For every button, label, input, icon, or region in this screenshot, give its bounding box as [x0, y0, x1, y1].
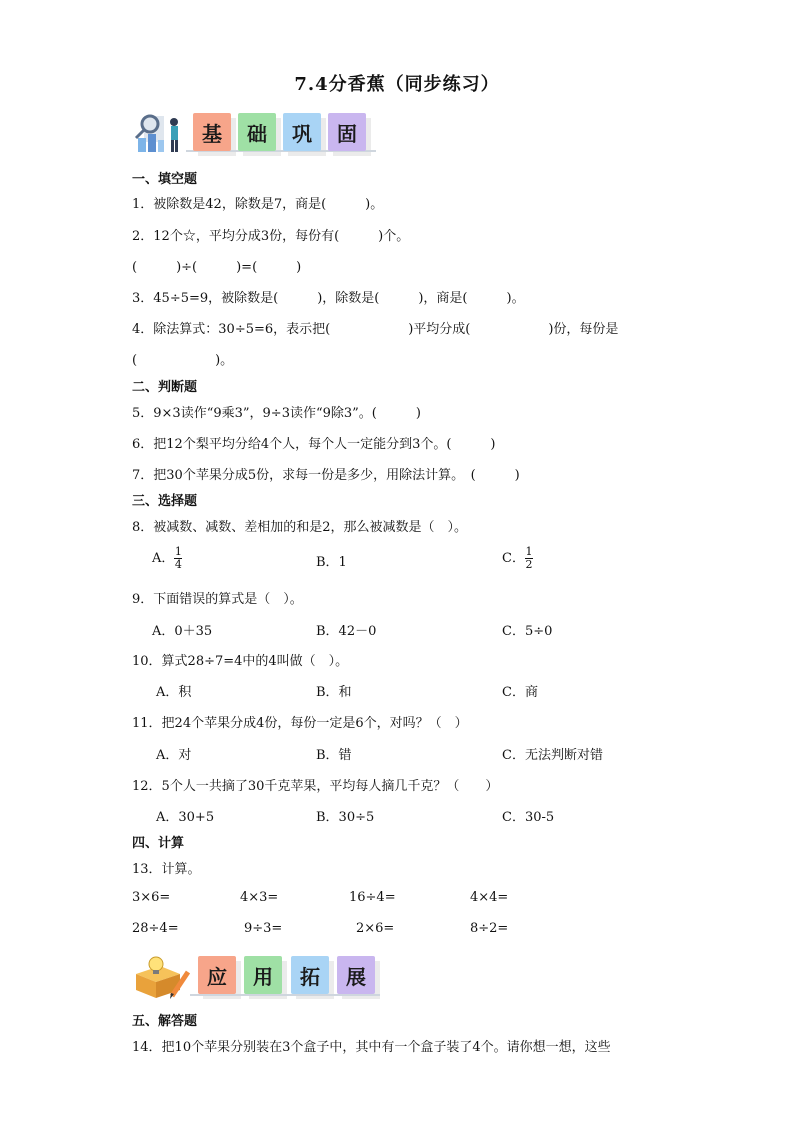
question-2: 2．12个☆，平均分成3份，每份有( )个。 [132, 229, 410, 244]
question-4-cont: ( )。 [132, 353, 234, 368]
calc-item: 8÷2= [470, 921, 509, 936]
section-fill-blank: 一、填空题 [132, 172, 198, 187]
q11-option-a: A．对 [156, 748, 192, 763]
question-6: 6．把12个梨平均分给4个人，每个人一定能分到3个。( ) [132, 437, 496, 452]
question-10: 10．算式28÷7=4中的4叫做（ ）。 [132, 654, 349, 669]
question-7: 7．把30个苹果分成5份，求每一份是多少，用除法计算。 ( ) [132, 468, 520, 483]
calc-item: 2×6= [356, 921, 395, 936]
question-14: 14．把10个苹果分别装在3个盒子中，其中有一个盒子装了4个。请你想一想，这些 [132, 1040, 611, 1055]
question-4: 4．除法算式：30÷5=6，表示把( )平均分成( )份，每份是 [132, 322, 619, 337]
question-11: 11．把24个苹果分成4份，每份一定是6个，对吗？（ ） [132, 716, 468, 731]
calc-item: 28÷4= [132, 921, 179, 936]
banner2-char-4: 展 [337, 956, 375, 994]
question-2-formula: ( )÷( )=( ) [132, 260, 302, 275]
q10-option-c: C．商 [502, 685, 538, 700]
question-8: 8．被减数、减数、差相加的和是2，那么被减数是（ ）。 [132, 520, 468, 535]
section-judge: 二、判断题 [132, 380, 198, 395]
q9-option-c: C．5÷0 [502, 624, 553, 639]
magnifier-person-icon [130, 108, 186, 156]
q8-option-a: A． $\frac{1}{4}$ [152, 545, 182, 571]
q8-option-b: B．1 [316, 555, 347, 570]
calc-item: 4×3= [240, 890, 279, 905]
question-9: 9．下面错误的算式是（ ）。 [132, 592, 303, 607]
q9-option-b: B．42－0 [316, 624, 377, 639]
q11-option-c: C．无法判断对错 [502, 748, 603, 763]
calc-item: 9÷3= [244, 921, 283, 936]
banner1-char-1: 基 [193, 113, 231, 151]
banner1-char-3: 巩 [283, 113, 321, 151]
banner2-char-1: 应 [198, 956, 236, 994]
banner1-char-2: 础 [238, 113, 276, 151]
question-1: 1．被除数是42，除数是7，商是( )。 [132, 197, 384, 212]
calc-item: 3×6= [132, 890, 171, 905]
question-12: 12．5个人一共摘了30千克苹果，平均每人摘几千克？（ ） [132, 779, 499, 794]
q12-option-b: B．30÷5 [316, 810, 375, 825]
banner1-char-4: 固 [328, 113, 366, 151]
q10-option-a: A．积 [156, 685, 192, 700]
section-answer: 五、解答题 [132, 1014, 198, 1029]
question-3: 3．45÷5=9，被除数是( )，除数是( )，商是( )。 [132, 291, 525, 306]
question-13: 13．计算。 [132, 862, 201, 877]
q12-option-c: C．30-5 [502, 810, 555, 825]
q9-option-a: A．0＋35 [152, 624, 213, 639]
q12-option-a: A．30+5 [156, 810, 215, 825]
section-choice: 三、选择题 [132, 494, 198, 509]
section-calc: 四、计算 [132, 836, 185, 851]
calc-item: 4×4= [470, 890, 509, 905]
banner2-char-3: 拓 [291, 956, 329, 994]
banner2-char-2: 用 [244, 956, 282, 994]
q8-option-c: C． $\frac{1}{2}$ [502, 545, 533, 571]
q10-option-b: B．和 [316, 685, 352, 700]
calc-item: 16÷4= [349, 890, 396, 905]
question-5: 5．9×3读作“9乘3”，9÷3读作“9除3”。( ) [132, 406, 421, 421]
page-title: 7.4分香蕉（同步练习） [294, 74, 500, 95]
box-pencil-icon [130, 952, 192, 1000]
q11-option-b: B．错 [316, 748, 352, 763]
